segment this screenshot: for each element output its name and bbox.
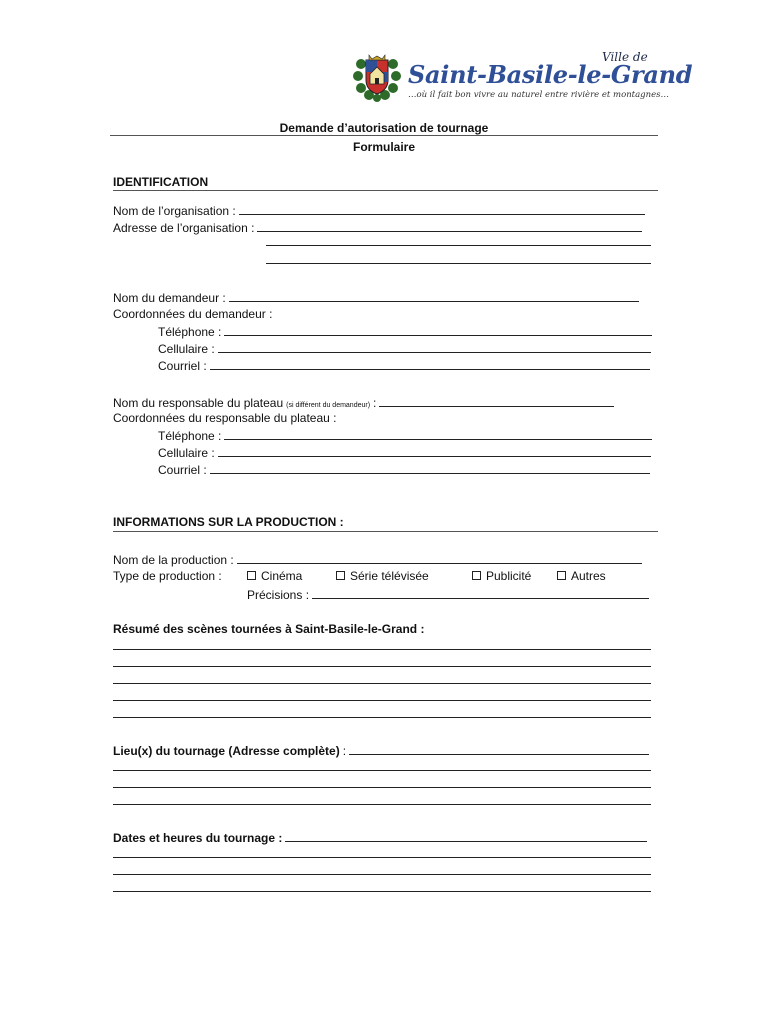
details-label: Précisions : <box>247 588 310 602</box>
requester-email-field[interactable] <box>210 358 650 370</box>
requester-cell-field[interactable] <box>218 341 651 353</box>
org-name-label: Nom de l’organisation : <box>113 204 236 218</box>
production-heading: INFORMATIONS SUR LA PRODUCTION : <box>113 515 344 529</box>
set-manager-field[interactable] <box>379 395 614 407</box>
requester-name-row <box>113 290 639 305</box>
summary-line-1[interactable] <box>113 648 651 650</box>
type-other-label: Autres <box>571 569 606 583</box>
location-row <box>113 743 649 758</box>
requester-contact-row <box>113 307 272 321</box>
summary-line-2[interactable] <box>113 665 651 667</box>
requester-cell-label: Cellulaire : <box>158 342 215 356</box>
set-manager-colon: : <box>373 396 377 410</box>
set-manager-phone-row <box>158 428 652 443</box>
type-cinema-checkbox[interactable] <box>247 571 256 580</box>
type-series-checkbox[interactable] <box>336 571 345 580</box>
summary-label: Résumé des scènes tournées à Saint-Basile-le-Grand : <box>113 622 425 636</box>
requester-cell-row <box>158 341 651 356</box>
type-cinema-label: Cinéma <box>261 569 303 583</box>
set-manager-cell-field[interactable] <box>218 445 651 457</box>
set-manager-phone-label: Téléphone : <box>158 429 222 443</box>
type-ad-option[interactable] <box>472 569 531 583</box>
type-series-option[interactable] <box>336 569 429 583</box>
org-name-row <box>113 203 645 218</box>
identification-heading: IDENTIFICATION <box>113 175 209 189</box>
form-subtitle: Formulaire <box>352 140 415 154</box>
requester-email-label: Courriel : <box>158 359 207 373</box>
production-type-label: Type de production : <box>113 569 222 583</box>
ville-label: Ville de <box>602 50 648 64</box>
set-manager-phone-field[interactable] <box>224 428 652 440</box>
location-label: Lieu(x) du tournage (Adresse complète) <box>113 744 340 758</box>
city-name: Saint-Basile-le-Grand <box>408 60 693 89</box>
production-name-field[interactable] <box>237 552 642 564</box>
location-line-2[interactable] <box>113 786 651 788</box>
requester-name-label: Nom du demandeur : <box>113 291 226 305</box>
summary-line-3[interactable] <box>113 682 651 684</box>
set-manager-label: Nom du responsable du plateau <box>113 396 284 410</box>
production-name-label: Nom de la production : <box>113 553 234 567</box>
set-manager-contact-row <box>113 411 337 425</box>
summary-line-5[interactable] <box>113 716 651 718</box>
set-manager-email-label: Courriel : <box>158 463 207 477</box>
org-address-label: Adresse de l’organisation : <box>113 221 255 235</box>
org-address-field-1[interactable] <box>257 220 642 232</box>
type-ad-label: Publicité <box>486 569 532 583</box>
requester-phone-label: Téléphone : <box>158 325 222 339</box>
set-manager-note: (si différent du demandeur) <box>286 402 371 409</box>
org-address-row <box>113 220 642 235</box>
production-divider <box>113 531 658 532</box>
set-manager-cell-label: Cellulaire : <box>158 446 215 460</box>
requester-name-field[interactable] <box>229 290 639 302</box>
identification-divider <box>113 190 658 191</box>
dates-line-1[interactable] <box>113 856 651 858</box>
requester-phone-row <box>158 324 652 339</box>
dates-line-3[interactable] <box>113 890 651 892</box>
type-ad-checkbox[interactable] <box>472 571 481 580</box>
location-line-3[interactable] <box>113 803 651 805</box>
location-colon: : <box>342 744 347 758</box>
set-manager-contact-label: Coordonnées du responsable du plateau : <box>113 411 337 425</box>
set-manager-email-row <box>158 462 650 477</box>
city-tagline: …où il fait bon vivre au naturel entre rivière et montagnes… <box>408 90 669 100</box>
org-address-field-3[interactable] <box>266 262 651 264</box>
details-row <box>247 587 649 602</box>
form-title: Demande d’autorisation de tournage <box>279 121 489 135</box>
requester-email-row <box>158 358 650 373</box>
type-other-option[interactable] <box>557 569 606 583</box>
requester-phone-field[interactable] <box>224 324 652 336</box>
set-manager-email-field[interactable] <box>210 462 650 474</box>
requester-contact-label: Coordonnées du demandeur : <box>113 307 273 321</box>
type-series-label: Série télévisée <box>350 569 429 583</box>
type-other-checkbox[interactable] <box>557 571 566 580</box>
dates-label: Dates et heures du tournage : <box>113 831 283 845</box>
location-line-1[interactable] <box>113 769 651 771</box>
city-crest-icon <box>352 52 402 102</box>
title-divider <box>110 135 658 136</box>
dates-field[interactable] <box>285 830 647 842</box>
org-address-field-2[interactable] <box>266 244 651 246</box>
dates-line-2[interactable] <box>113 873 651 875</box>
org-name-field[interactable] <box>239 203 645 215</box>
summary-line-4[interactable] <box>113 699 651 701</box>
details-field[interactable] <box>312 587 649 599</box>
set-manager-cell-row <box>158 445 651 460</box>
location-field[interactable] <box>349 743 649 755</box>
dates-row <box>113 830 647 845</box>
summary-row <box>113 622 424 636</box>
production-type-row <box>113 569 222 583</box>
city-logo <box>352 50 693 106</box>
production-name-row <box>113 552 642 567</box>
type-cinema-option[interactable] <box>247 569 302 583</box>
